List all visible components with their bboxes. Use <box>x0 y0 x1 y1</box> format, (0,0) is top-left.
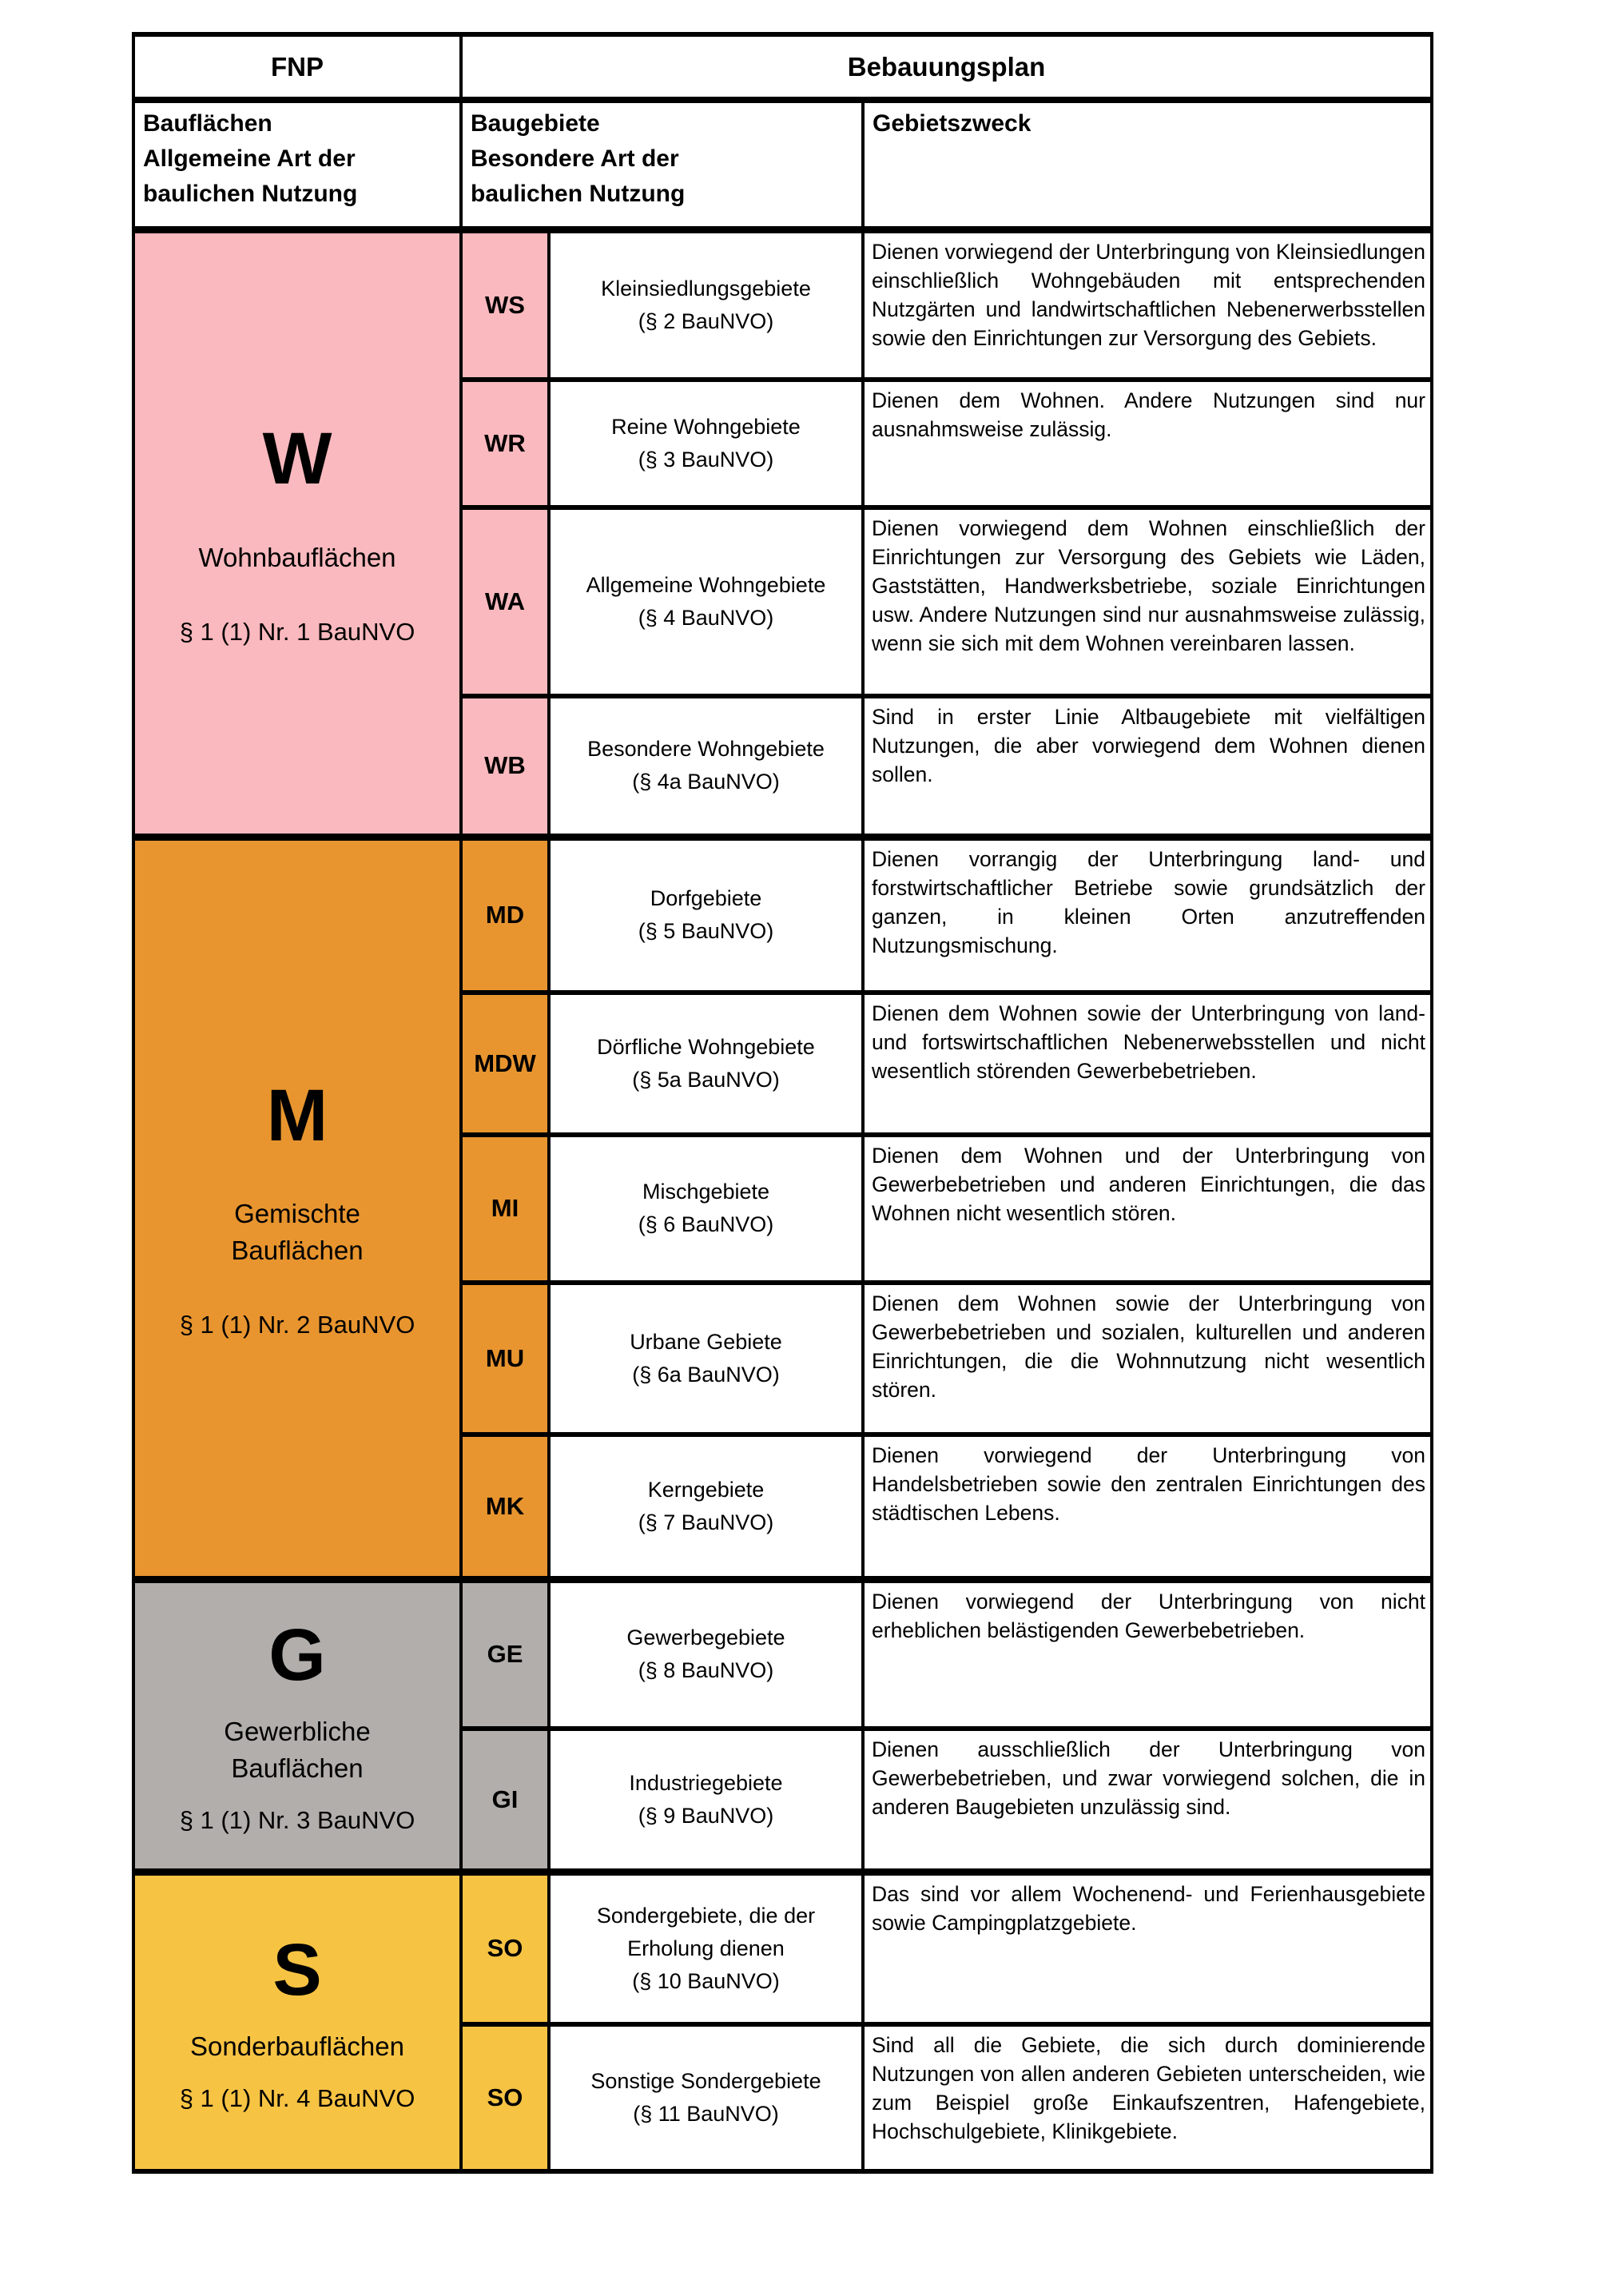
purpose-cell-ge: Dienen vorwiegend der Unterbringung von nicht erheblichen belästigenden Gewerbebetrieben. <box>863 1580 1432 1729</box>
code-cell-so-sonstige: SO <box>461 2024 549 2171</box>
purpose-cell-mdw: Dienen dem Wohnen sowie der Unterbringung von land- und fortswirtschaftlichen Nebenerwebsstellen und nicht wesentlich störenden Gewerbebetrieben. <box>863 993 1432 1135</box>
section-cell-gewerbliche <box>133 1580 461 1872</box>
header-row-2 <box>133 100 1432 230</box>
area-law-so-erholung: (§ 10 BauNVO) <box>632 1968 780 1993</box>
row-md <box>133 838 1432 993</box>
section-name-gemischte: Gemischte Bauflächen <box>231 1199 364 1266</box>
section-letter-g: G <box>268 1614 326 1697</box>
name-cell-wb <box>549 696 863 838</box>
area-name-md: Dorfgebiete <box>650 886 762 911</box>
header-bebauungsplan: Bebauungsplan <box>461 34 1432 100</box>
area-law-wa: (§ 4 BauNVO) <box>638 605 774 630</box>
header-bauflaechen-sub: Allgemeine Art der baulichen Nutzung <box>143 145 358 207</box>
code-cell-ge: GE <box>461 1580 549 1729</box>
code-cell-mi: MI <box>461 1135 549 1283</box>
area-law-mk: (§ 7 BauNVO) <box>638 1510 774 1534</box>
area-law-gi: (§ 9 BauNVO) <box>638 1803 774 1828</box>
header-baugebiete-title: Baugebiete <box>471 110 600 137</box>
name-cell-wr <box>549 380 863 507</box>
purpose-cell-wa: Dienen vorwiegend dem Wohnen einschließlich der Einrichtungen zur Versorgung des Gebiets wie Läden, Gaststätten, Handwerksbetriebe, soziale Einrichtungen usw. Andere Nutzungen sind nur ausnahmsweise zulässig, wenn sie sich mit dem Wohnen vereinbaren lassen. <box>863 507 1432 696</box>
row-so-erholung <box>133 1872 1432 2024</box>
section-letter-m: M <box>266 1074 328 1156</box>
area-name-wa: Allgemeine Wohngebiete <box>586 572 826 597</box>
code-cell-ws: WS <box>461 230 549 380</box>
area-name-wb: Besondere Wohngebiete <box>587 737 825 762</box>
section-name-wohnbauflaechen: Wohnbauflächen <box>198 542 396 572</box>
area-law-mdw: (§ 5a BauNVO) <box>632 1067 780 1092</box>
area-name-mk: Kerngebiete <box>647 1477 765 1502</box>
code-cell-md: MD <box>461 838 549 993</box>
area-name-so-sonstige: Sonstige Sondergebiete <box>590 2068 821 2093</box>
area-law-mi: (§ 6 BauNVO) <box>638 1212 774 1236</box>
section-name-sonderbauflaechen: Sonderbauflächen <box>190 2031 404 2061</box>
name-cell-ge <box>549 1580 863 1729</box>
purpose-cell-gi: Dienen ausschließlich der Unterbringung von Gewerbebetrieben, und zwar vorwiegend solchen, die in anderen Baugebieten unzulässig sind. <box>863 1729 1432 1872</box>
purpose-cell-mk: Dienen vorwiegend der Unterbringung von Handelsbetrieben sowie den zentralen Einrichtungen des städtischen Lebens. <box>863 1435 1432 1580</box>
code-cell-wb: WB <box>461 696 549 838</box>
name-cell-md <box>549 838 863 993</box>
area-name-gi: Industriegebiete <box>629 1770 783 1795</box>
purpose-cell-so-sonstige: Sind all die Gebiete, die sich durch dominierende Nutzungen von allen anderen Gebieten unterscheiden, wie zum Beispiel große Einkaufszentren, Hafengebiete, Hochschulgebiete, Klinikgebiete. <box>863 2024 1432 2171</box>
area-name-so-erholung: Sondergebiete, die der Erholung dienen <box>596 1903 816 1960</box>
section-cell-gemischte <box>133 838 461 1580</box>
area-name-ge: Gewerbegebiete <box>626 1626 785 1650</box>
header-baugebiete-sub: Besondere Art der baulichen Nutzung <box>471 145 686 207</box>
row-ge <box>133 1580 1432 1729</box>
area-name-mdw: Dörfliche Wohngebiete <box>597 1034 815 1059</box>
purpose-cell-wb: Sind in erster Linie Altbaugebiete mit vielfältigen Nutzungen, die aber vorwiegend dem Wohnen dienen sollen. <box>863 696 1432 838</box>
row-ws <box>133 230 1432 380</box>
section-law-w: § 1 (1) Nr. 1 BauNVO <box>179 617 415 646</box>
area-law-wb: (§ 4a BauNVO) <box>632 770 780 794</box>
area-law-ws: (§ 2 BauNVO) <box>638 308 774 333</box>
code-cell-wa: WA <box>461 507 549 696</box>
area-name-mu: Urbane Gebiete <box>630 1329 782 1354</box>
fnp-bebauungsplan-table <box>132 32 1433 2174</box>
purpose-cell-so-erholung: Das sind vor allem Wochenend- und Ferienhausgebiete sowie Campingplatzgebiete. <box>863 1872 1432 2024</box>
name-cell-ws <box>549 230 863 380</box>
code-cell-so-erholung: SO <box>461 1872 549 2024</box>
area-law-wr: (§ 3 BauNVO) <box>638 447 774 472</box>
section-cell-sonderbauflaechen <box>133 1872 461 2171</box>
area-law-mu: (§ 6a BauNVO) <box>632 1362 780 1387</box>
header-baugebiete <box>461 100 863 230</box>
code-cell-gi: GI <box>461 1729 549 1872</box>
section-name-gewerbliche: Gewerbliche Bauflächen <box>224 1716 371 1783</box>
name-cell-so-sonstige <box>549 2024 863 2171</box>
code-cell-mdw: MDW <box>461 993 549 1135</box>
code-cell-wr: WR <box>461 380 549 507</box>
area-law-md: (§ 5 BauNVO) <box>638 919 774 944</box>
area-name-ws: Kleinsiedlungsgebiete <box>601 276 811 300</box>
purpose-cell-mu: Dienen dem Wohnen sowie der Unterbringung von Gewerbebetrieben und sozialen, kulturellen und anderen Einrichtungen, die die Wohnnutzung nicht wesentlich stören. <box>863 1283 1432 1435</box>
name-cell-mdw <box>549 993 863 1135</box>
section-law-m: § 1 (1) Nr. 2 BauNVO <box>179 1311 415 1339</box>
code-cell-mk: MK <box>461 1435 549 1580</box>
purpose-cell-wr: Dienen dem Wohnen. Andere Nutzungen sind nur ausnahmsweise zulässig. <box>863 380 1432 507</box>
area-law-ge: (§ 8 BauNVO) <box>638 1658 774 1683</box>
header-gebietszweck: Gebietszweck <box>863 100 1432 230</box>
purpose-cell-md: Dienen vorrangig der Unterbringung land- und forstwirtschaftlicher Betriebe sowie grundsätzlich der ganzen, in kleinen Orten anzutreffenden Nutzungsmischung. <box>863 838 1432 993</box>
area-name-mi: Mischgebiete <box>642 1180 770 1204</box>
name-cell-mu <box>549 1283 863 1435</box>
section-law-s: § 1 (1) Nr. 4 BauNVO <box>179 2083 415 2112</box>
section-law-g: § 1 (1) Nr. 3 BauNVO <box>179 1805 415 1834</box>
name-cell-so-erholung <box>549 1872 863 2024</box>
section-letter-w: W <box>262 418 332 500</box>
header-bauflaechen <box>133 100 461 230</box>
section-cell-wohnbauflaechen <box>133 230 461 838</box>
code-cell-mu: MU <box>461 1283 549 1435</box>
name-cell-mi <box>549 1135 863 1283</box>
name-cell-gi <box>549 1729 863 1872</box>
header-bauflaechen-title: Bauflächen <box>143 110 272 137</box>
purpose-cell-ws: Dienen vorwiegend der Unterbringung von Kleinsiedlungen einschließlich Wohngebäuden mit entsprechenden Nutzgärten und landwirtschaftlichen Nebenerwerbsstellen sowie den Einrichtungen zur Versorgung des Gebiets. <box>863 230 1432 380</box>
purpose-cell-mi: Dienen dem Wohnen und der Unterbringung von Gewerbebetrieben und anderen Einrichtungen, die das Wohnen nicht wesentlich stören. <box>863 1135 1432 1283</box>
name-cell-wa <box>549 507 863 696</box>
area-name-wr: Reine Wohngebiete <box>611 414 801 439</box>
area-law-so-sonstige: (§ 11 BauNVO) <box>633 2101 779 2126</box>
header-row-1 <box>133 34 1432 100</box>
header-fnp: FNP <box>133 34 461 100</box>
name-cell-mk <box>549 1435 863 1580</box>
section-letter-s: S <box>272 1928 322 2011</box>
